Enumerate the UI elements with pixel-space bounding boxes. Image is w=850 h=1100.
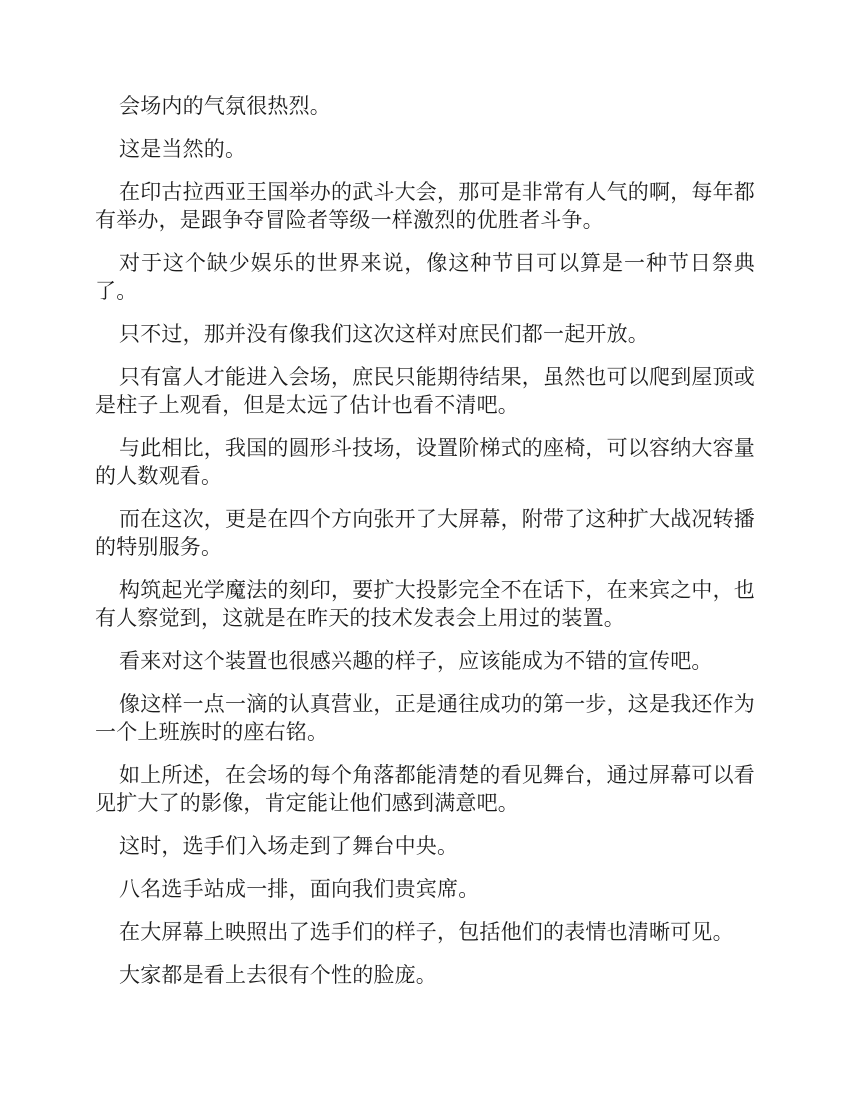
paragraph: 构筑起光学魔法的刻印，要扩大投影完全不在话下，在来宾之中，也有人察觉到，这就是在昨天的技术发表会上用过的装置。 [95,578,755,630]
paragraph: 这是当然的。 [119,137,247,161]
paragraph: 只有富人才能进入会场，庶民只能期待结果，虽然也可以爬到屋顶或是柱子上观看，但是太远了估计也看不清吧。 [95,365,755,417]
paragraph: 会场内的气氛很热烈。 [119,94,331,118]
paragraph: 看来对这个装置也很感兴趣的样子，应该能成为不错的宣传吧。 [119,649,713,673]
paragraph: 这时，选手们入场走到了舞台中央。 [119,834,459,858]
paragraph: 如上所述，在会场的每个角落都能清楚的看见舞台，通过屏幕可以看见扩大了的影像，肯定能让他们感到满意吧。 [95,763,755,815]
paragraph: 只不过，那并没有像我们这次这样对庶民们都一起开放。 [119,322,649,346]
paragraph: 对于这个缺少娱乐的世界来说，像这种节目可以算是一种节日祭典了。 [95,251,755,303]
paragraph: 大家都是看上去很有个性的脸庞。 [119,963,437,987]
paragraph: 而在这次，更是在四个方向张开了大屏幕，附带了这种扩大战况转播的特别服务。 [95,507,755,559]
paragraph: 在印古拉西亚王国举办的武斗大会，那可是非常有人气的啊，每年都有举办，是跟争夺冒险者等级一样激烈的优胜者斗争。 [95,180,755,232]
paragraph: 与此相比，我国的圆形斗技场，设置阶梯式的座椅，可以容纳大容量的人数观看。 [95,436,755,488]
paragraph: 像这样一点一滴的认真营业，正是通往成功的第一步，这是我还作为一个上班族时的座右铭。 [95,692,755,744]
paragraph: 八名选手站成一排，面向我们贵宾席。 [119,877,480,901]
text-content [95,92,755,989]
paragraph: 在大屏幕上映照出了选手们的样子，包括他们的表情也清晰可见。 [119,920,734,944]
